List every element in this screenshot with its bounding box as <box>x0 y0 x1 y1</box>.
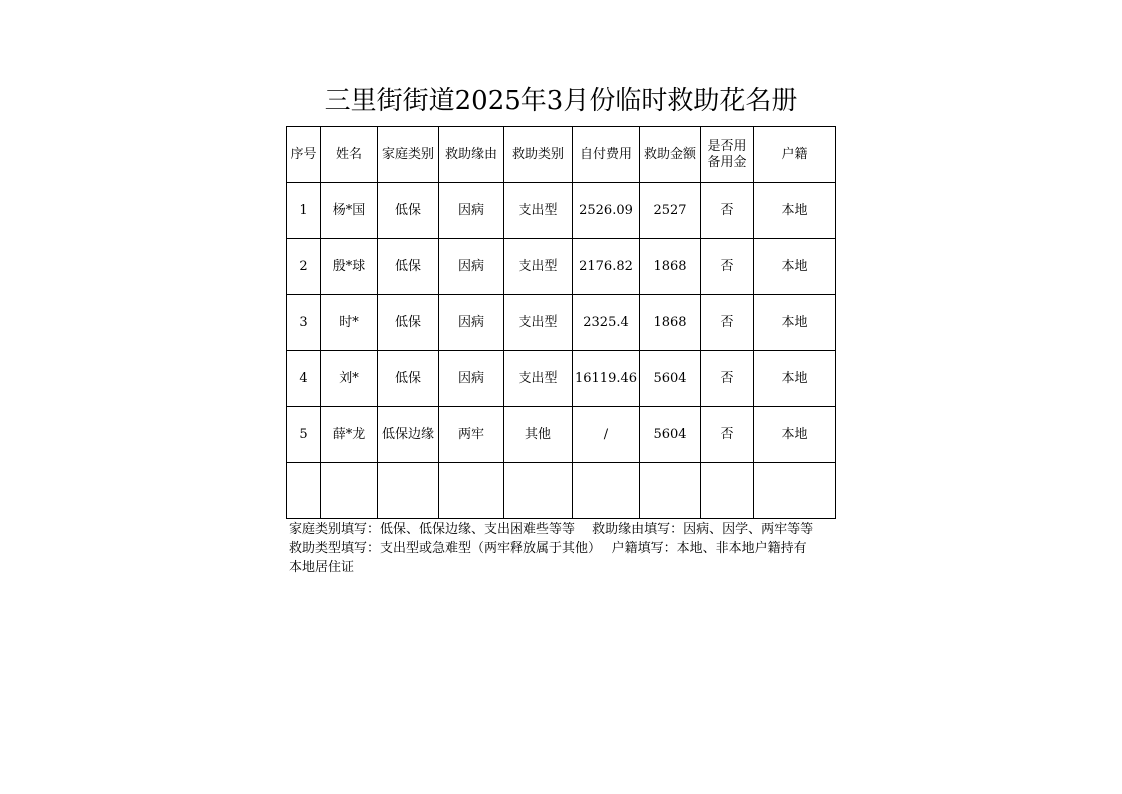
header-family-type: 家庭类别 <box>378 127 439 183</box>
header-amount: 救助金额 <box>640 127 701 183</box>
cell-aid-type: 支出型 <box>504 183 573 239</box>
cell-family-type: 低保 <box>378 239 439 295</box>
table-row <box>287 183 836 239</box>
cell-seq: 2 <box>287 239 321 295</box>
cell-self-paid: / <box>573 407 640 463</box>
cell-aid-type: 支出型 <box>504 295 573 351</box>
cell-reason: 因病 <box>439 183 504 239</box>
cell-reserve: 否 <box>701 239 754 295</box>
cell-amount: 1868 <box>640 295 701 351</box>
cell-reason: 因病 <box>439 295 504 351</box>
cell-household: 本地 <box>754 239 836 295</box>
cell-seq: 5 <box>287 407 321 463</box>
page-title: 三里街街道2025年3月份临时救助花名册 <box>324 86 798 116</box>
cell-amount: 1868 <box>640 239 701 295</box>
cell-reserve: 否 <box>701 407 754 463</box>
cell-reserve: 否 <box>701 183 754 239</box>
cell-name: 杨*国 <box>321 183 378 239</box>
table-header-row <box>287 127 836 183</box>
note-line-1: 家庭类别填写：低保、低保边缘、支出困难些等等 救助缘由填写：因病、因学、两牢等等 <box>289 522 814 537</box>
cell-seq: 4 <box>287 351 321 407</box>
empty-table-row <box>287 463 836 519</box>
cell-reserve: 否 <box>701 351 754 407</box>
cell-family-type: 低保边缘 <box>378 407 439 463</box>
empty-cell <box>504 463 573 519</box>
table-row <box>287 351 836 407</box>
header-reason: 救助缘由 <box>439 127 504 183</box>
empty-cell <box>378 463 439 519</box>
cell-household: 本地 <box>754 351 836 407</box>
cell-amount: 5604 <box>640 351 701 407</box>
cell-amount: 2527 <box>640 183 701 239</box>
empty-cell <box>321 463 378 519</box>
cell-name: 时* <box>321 295 378 351</box>
header-reserve-line2: 备用金 <box>707 154 747 170</box>
header-seq: 序号 <box>287 127 321 183</box>
cell-household: 本地 <box>754 183 836 239</box>
header-reserve <box>701 127 754 183</box>
cell-self-paid: 2176.82 <box>573 239 640 295</box>
cell-reason: 因病 <box>439 239 504 295</box>
note-line-2: 救助类型填写：支出型或急难型（两牢释放属于其他） 户籍填写：本地、非本地户籍持有 <box>289 541 807 556</box>
header-name: 姓名 <box>321 127 378 183</box>
cell-household: 本地 <box>754 295 836 351</box>
header-aid-type: 救助类别 <box>504 127 573 183</box>
cell-family-type: 低保 <box>378 295 439 351</box>
note-line-3: 本地居住证 <box>289 560 355 575</box>
cell-self-paid: 2526.09 <box>573 183 640 239</box>
empty-cell <box>754 463 836 519</box>
cell-reason: 因病 <box>439 351 504 407</box>
empty-cell <box>701 463 754 519</box>
cell-family-type: 低保 <box>378 183 439 239</box>
cell-self-paid: 2325.4 <box>573 295 640 351</box>
cell-self-paid: 16119.46 <box>573 351 640 407</box>
filling-notes <box>289 520 835 577</box>
relief-roster-table <box>286 126 836 519</box>
cell-aid-type: 支出型 <box>504 351 573 407</box>
cell-reserve: 否 <box>701 295 754 351</box>
header-self-paid: 自付费用 <box>573 127 640 183</box>
cell-seq: 1 <box>287 183 321 239</box>
cell-name: 薛*龙 <box>321 407 378 463</box>
cell-household: 本地 <box>754 407 836 463</box>
header-reserve-line1: 是否用 <box>707 138 747 154</box>
cell-aid-type: 其他 <box>504 407 573 463</box>
table-row <box>287 295 836 351</box>
table-row <box>287 407 836 463</box>
cell-seq: 3 <box>287 295 321 351</box>
table-row <box>287 239 836 295</box>
cell-aid-type: 支出型 <box>504 239 573 295</box>
cell-family-type: 低保 <box>378 351 439 407</box>
cell-amount: 5604 <box>640 407 701 463</box>
empty-cell <box>573 463 640 519</box>
cell-reason: 两牢 <box>439 407 504 463</box>
cell-name: 刘* <box>321 351 378 407</box>
empty-cell <box>640 463 701 519</box>
empty-cell <box>287 463 321 519</box>
header-household: 户籍 <box>754 127 836 183</box>
empty-cell <box>439 463 504 519</box>
cell-name: 殷*球 <box>321 239 378 295</box>
